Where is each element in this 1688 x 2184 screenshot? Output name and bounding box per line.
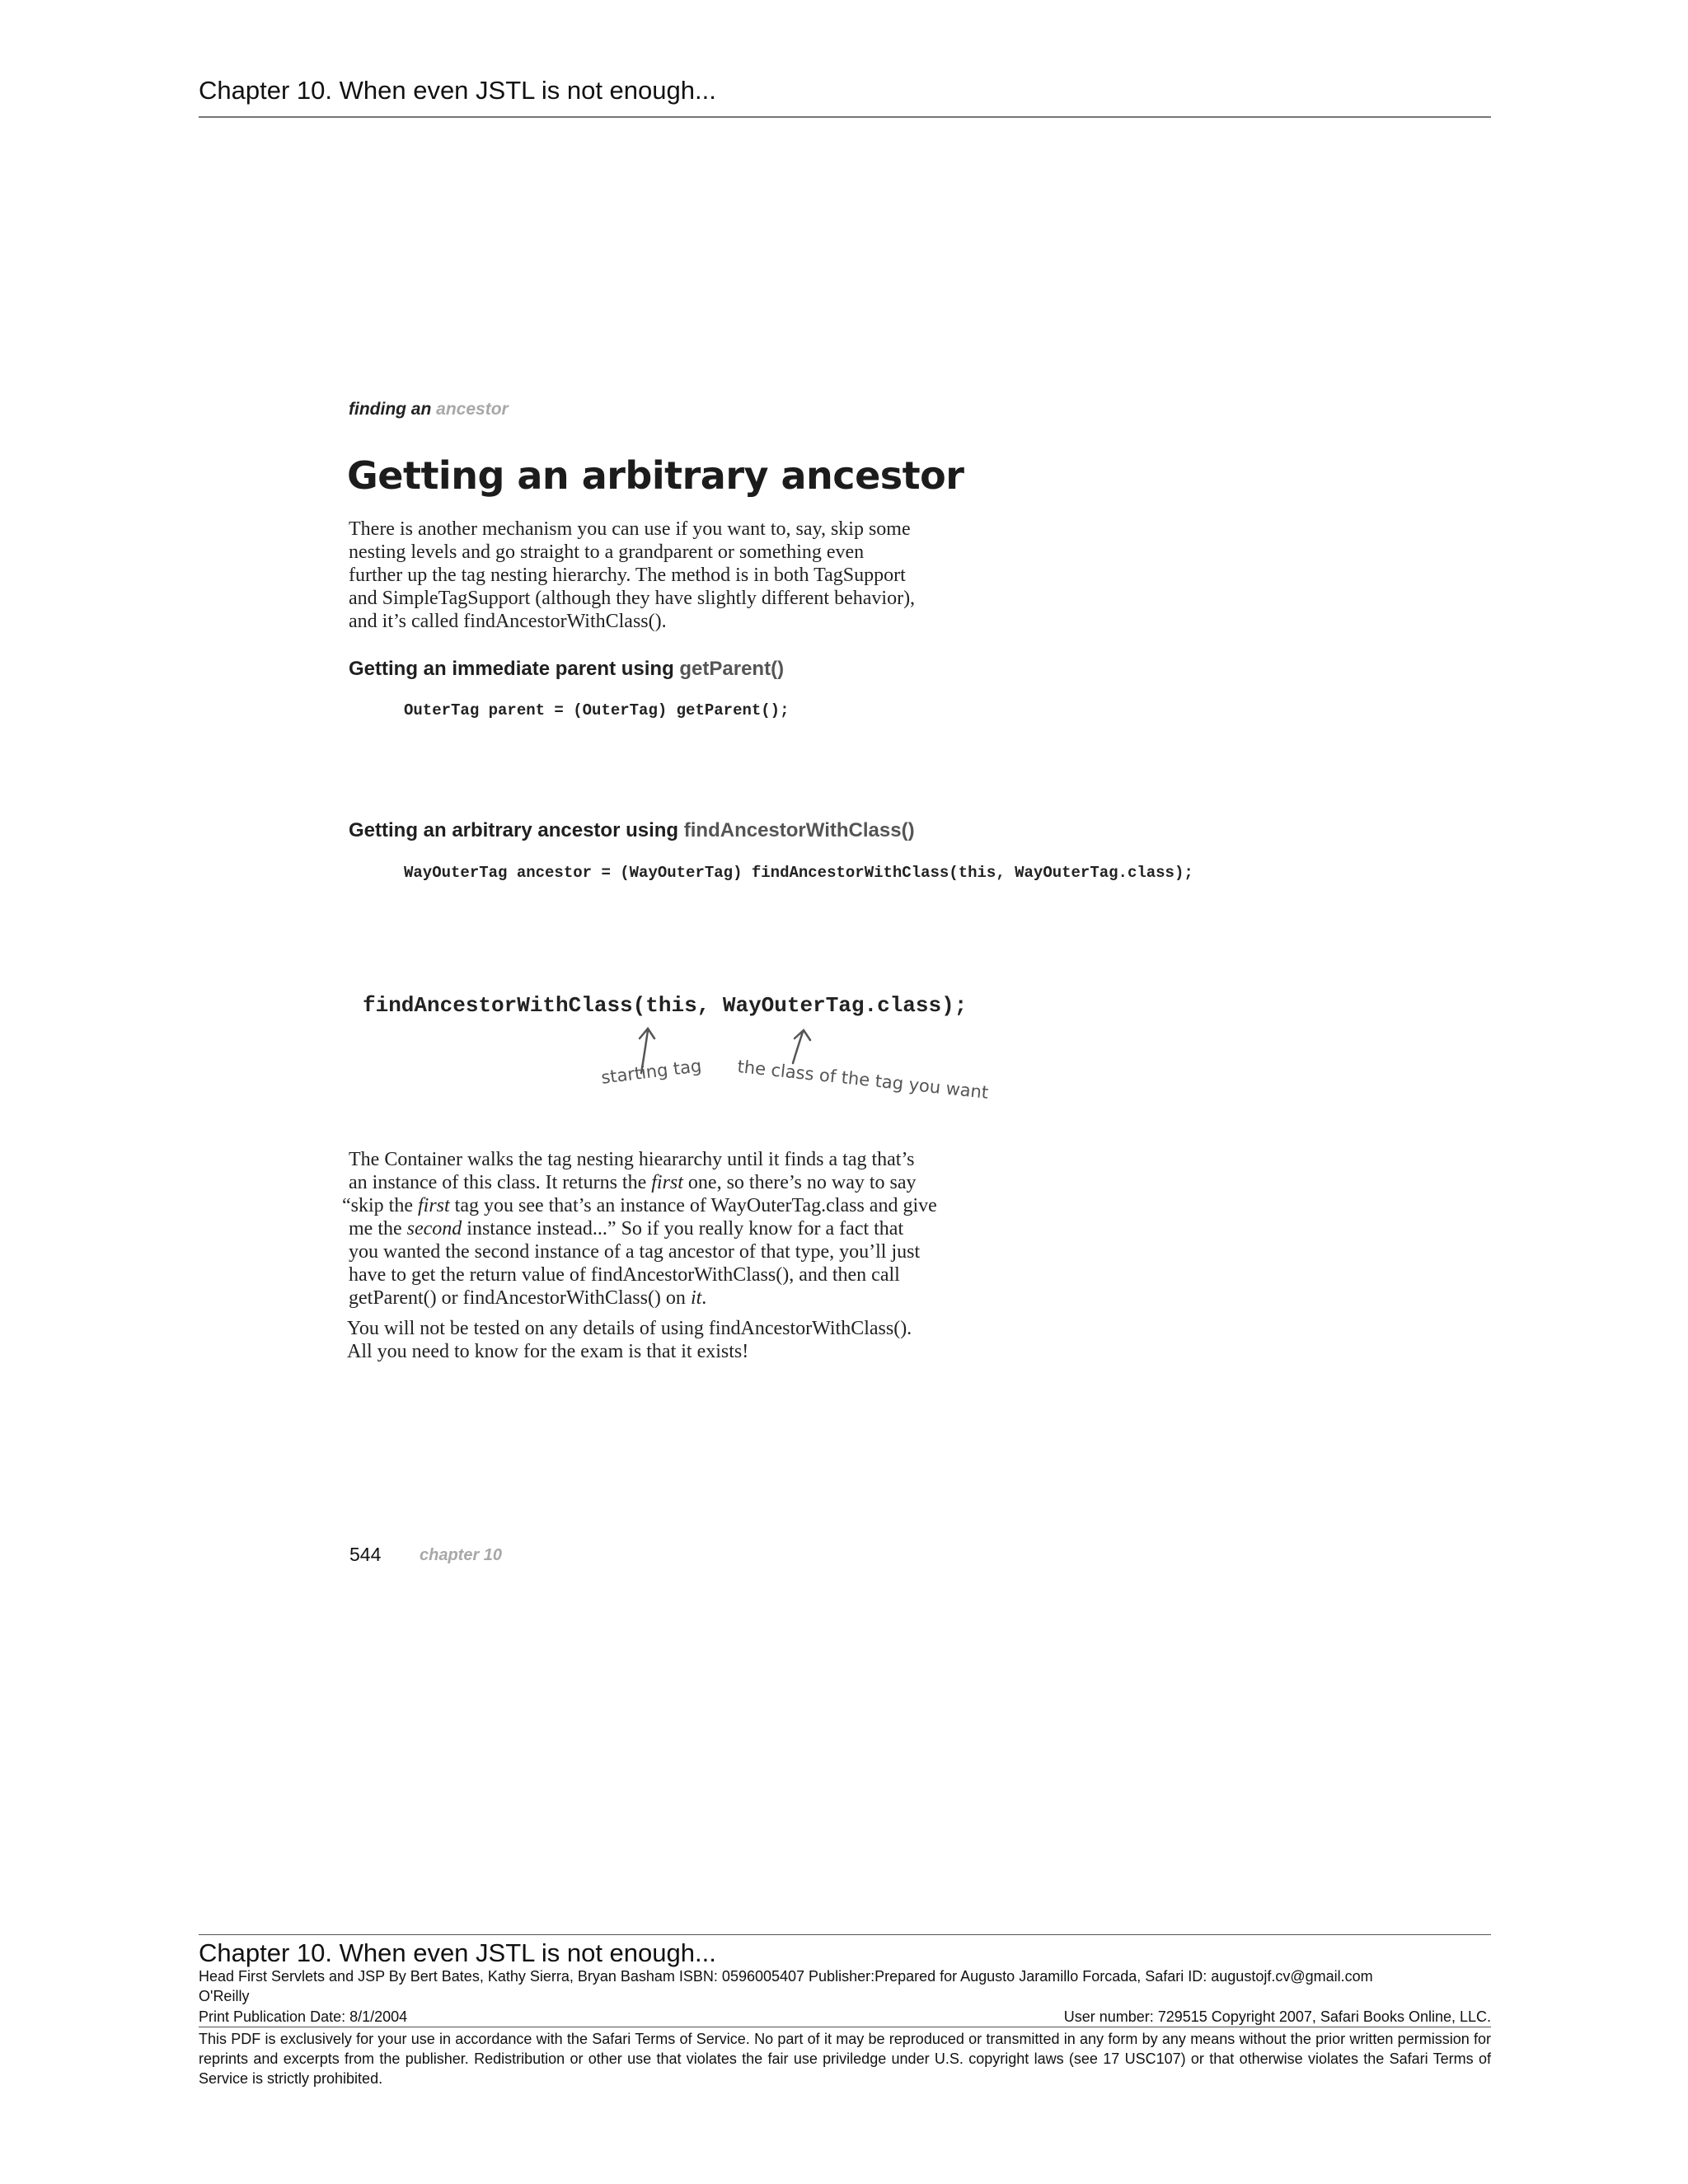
subheading-find-ancestor <box>349 819 915 842</box>
intro-line: further up the tag nesting hierarchy. The method is in both TagSupport <box>349 565 906 586</box>
footer-divider <box>199 1934 1491 1935</box>
footer-publisher: O'Reilly <box>199 1988 250 2004</box>
footer-user-number: User number: 729515 Copyright 2007, Safari Books Online, LLC. <box>1063 2008 1491 2025</box>
code-get-parent: OuterTag parent = (OuterTag) getParent(); <box>404 701 790 719</box>
exam-line: You will not be tested on any details of using findAncestorWithClass(). <box>347 1318 912 1339</box>
subheading-text: Getting an immediate parent using <box>349 658 680 680</box>
exam-note <box>347 1317 912 1363</box>
intro-line: There is another mechanism you can use if you want to, say, skip some <box>349 518 911 540</box>
body-line: have to get the return value of findAncestorWithClass(), and then call <box>349 1264 900 1286</box>
body-line: you wanted the second instance of a tag ancestor of that type, you’ll just <box>349 1241 921 1263</box>
header-divider <box>199 116 1491 118</box>
body-paragraph <box>342 1148 937 1310</box>
body-line: getParent() or findAncestorWithClass() on it. <box>349 1287 707 1309</box>
footer-print-date: Print Publication Date: 8/1/2004 <box>199 2008 408 2025</box>
body-line: The Container walks the tag nesting hieararchy until it finds a tag that’s <box>349 1149 915 1170</box>
subheading-method: getParent() <box>679 658 785 680</box>
annotation-label-starting-tag: starting tag <box>600 1056 703 1088</box>
section-tag-prefix: finding an <box>349 400 432 419</box>
body-line: an instance of this class. It returns the first one, so there’s no way to say <box>349 1172 917 1193</box>
subheading-method: findAncestorWithClass() <box>683 819 915 841</box>
section-tag-topic: ancestor <box>436 400 509 419</box>
emphasis: second <box>406 1218 462 1240</box>
emphasis: it <box>690 1287 702 1309</box>
annotation-label-tag-class: the class of the tag you want <box>736 1057 990 1103</box>
body-line: me the second instance instead...” So if you really know for a fact that <box>349 1218 904 1240</box>
body-line: “skip the first tag you see that’s an instance of WayOuterTag.class and give <box>342 1195 937 1216</box>
emphasis: first <box>417 1195 450 1216</box>
intro-paragraph <box>349 518 915 633</box>
intro-line: and it’s called findAncestorWithClass(). <box>349 611 667 632</box>
intro-line: nesting levels and go straight to a grandparent or something even <box>349 541 865 563</box>
chapter-label: chapter 10 <box>420 1546 503 1564</box>
subheading-text: Getting an arbitrary ancestor using <box>349 819 684 841</box>
footer-legal-notice: This PDF is exclusively for your use in accordance with the Safari Terms of Service. No part of it may be reproduced or transmitted in any form by any means without the prior written permission for reprints and excerpts from the publisher. Redistribution or other use that violates the fair use priviledge under U.S. copyright laws (see 17 USC107) or that otherwise violates the Safari Terms of Service is strictly prohibited. <box>199 2031 1491 2087</box>
page-number: 544 <box>349 1544 382 1565</box>
subheading-get-parent <box>349 658 784 681</box>
code-find-ancestor: WayOuterTag ancestor = (WayOuterTag) findAncestorWithClass(this, WayOuterTag.class); <box>404 864 1193 882</box>
footer-title: Chapter 10. When even JSTL is not enough... <box>199 1938 716 1967</box>
page-title: Getting an arbitrary ancestor <box>347 453 964 498</box>
annotated-code: findAncestorWithClass(this, WayOuterTag.class); <box>363 993 968 1018</box>
intro-line: and SimpleTagSupport (although they have slightly different behavior), <box>349 588 916 609</box>
footer-book-info: Head First Servlets and JSP By Bert Bates, Kathy Sierra, Bryan Basham ISBN: 0596005407 Publisher:Prepared for Augusto Jaramillo Forcada, Safari ID: augustojf.cv@gmail.com <box>199 1968 1373 1985</box>
exam-line: All you need to know for the exam is that it exists! <box>347 1341 749 1362</box>
emphasis: first <box>651 1172 683 1193</box>
running-header-title: Chapter 10. When even JSTL is not enough... <box>199 76 716 105</box>
section-tag <box>349 400 509 419</box>
